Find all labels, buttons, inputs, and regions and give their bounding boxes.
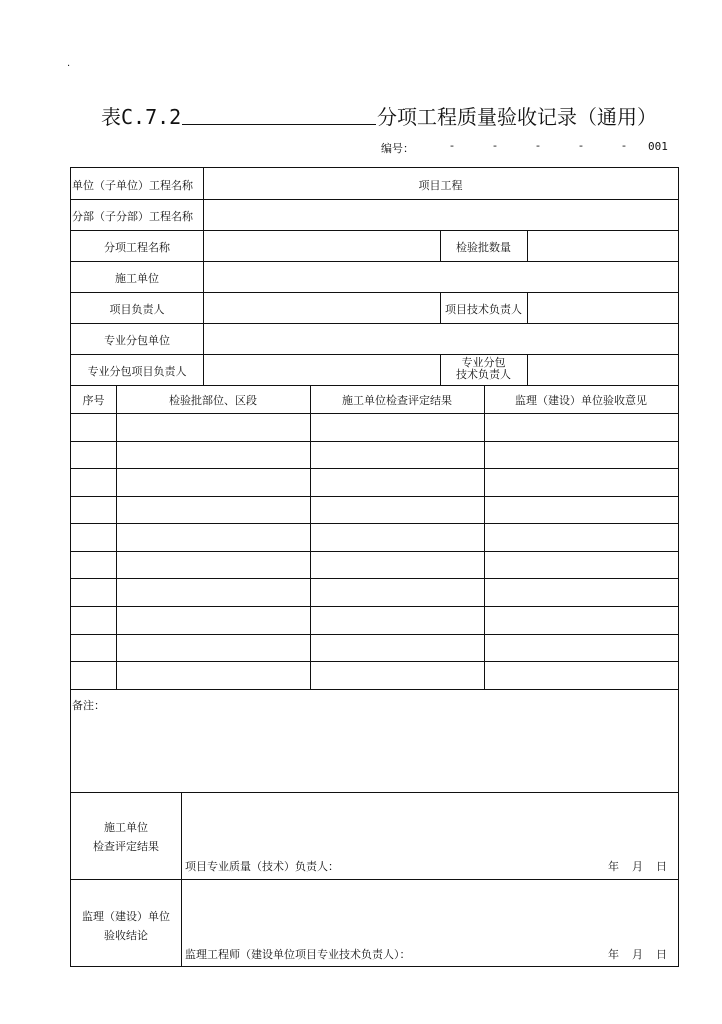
- col-header-contractor-eval: 施工单位检查评定结果: [342, 394, 452, 407]
- contractor-label: 施工单位: [115, 272, 159, 285]
- col-divider: [116, 385, 117, 689]
- serial-dash: -: [493, 139, 497, 152]
- unit-project-label: 单位（子单位）工程名称: [72, 179, 193, 192]
- row-divider: [71, 413, 678, 414]
- col-header-part: 检验批部位、区段: [169, 394, 257, 407]
- row-divider: [71, 468, 678, 469]
- col-divider: [203, 168, 204, 385]
- date-day: 日: [656, 860, 667, 873]
- title-blank-line[interactable]: [182, 124, 376, 125]
- row-divider: [71, 634, 678, 635]
- remarks-label: 备注：: [72, 699, 105, 712]
- row-divider: [71, 323, 678, 324]
- supervisor-sign-label: 监理工程师（建设单位项目专业技术负责人）：: [185, 948, 411, 961]
- row-divider: [71, 578, 678, 579]
- row-divider: [71, 354, 678, 355]
- col-divider: [310, 385, 311, 689]
- batch-count-label: 检验批数量: [456, 241, 511, 254]
- serial-dash: -: [622, 139, 626, 152]
- supervisor-label-line1: 监理（建设）单位: [82, 910, 170, 923]
- serial-dash: -: [579, 139, 583, 152]
- project-manager-label: 项目负责人: [109, 303, 165, 316]
- col-header-no: 序号: [82, 394, 105, 407]
- serial-dash: -: [536, 139, 540, 152]
- contractor-eval-label-line2: 检查评定结果: [93, 840, 159, 853]
- serial-label: 编号：: [381, 142, 414, 155]
- form-table: [70, 167, 679, 967]
- date-month: 月: [632, 860, 643, 873]
- unit-project-value[interactable]: 项目工程: [418, 179, 463, 192]
- date-day: 日: [656, 948, 667, 961]
- col-divider: [527, 354, 528, 385]
- col-divider: [181, 792, 182, 967]
- row-divider: [71, 792, 678, 793]
- row-divider: [71, 606, 678, 607]
- subcontractor-label: 专业分包单位: [104, 334, 170, 347]
- col-divider: [484, 385, 485, 689]
- sub-tech-label-line1: 专业分包: [461, 356, 506, 369]
- form-number: 表C.7.2: [101, 105, 182, 129]
- subitem-label: 分项工程名称: [104, 241, 170, 254]
- supervisor-label-line2: 验收结论: [104, 929, 148, 942]
- contractor-eval-label-line1: 施工单位: [104, 821, 148, 834]
- row-divider: [71, 230, 678, 231]
- row-divider: [71, 496, 678, 497]
- col-header-supervisor-opinion: 监理（建设）单位验收意见: [515, 394, 647, 407]
- tech-manager-label: 项目技术负责人: [445, 303, 522, 316]
- row-divider: [71, 441, 678, 442]
- date-year: 年: [608, 860, 619, 873]
- sub-tech-label-line2: 技术负责人: [456, 368, 511, 381]
- row-divider: [71, 661, 678, 662]
- row-divider: [71, 292, 678, 293]
- row-divider: [71, 879, 678, 880]
- row-divider: [71, 261, 678, 262]
- row-divider: [71, 523, 678, 524]
- contractor-sign-label: 项目专业质量（技术）负责人：: [185, 860, 339, 873]
- row-divider: [71, 199, 678, 200]
- sub-pm-label: 专业分包项目负责人: [87, 365, 187, 378]
- col-divider: [527, 292, 528, 323]
- row-divider: [71, 689, 678, 690]
- col-divider: [527, 230, 528, 261]
- serial-number: 001: [648, 140, 668, 153]
- serial-dash: -: [450, 139, 454, 152]
- form-title: 分项工程质量验收记录（通用）: [377, 105, 657, 129]
- division-label: 分部（子分部）工程名称: [72, 210, 193, 223]
- row-divider: [71, 551, 678, 552]
- row-divider: [71, 385, 678, 386]
- corner-dot: .: [67, 58, 71, 69]
- date-year: 年: [608, 948, 619, 961]
- date-month: 月: [632, 948, 643, 961]
